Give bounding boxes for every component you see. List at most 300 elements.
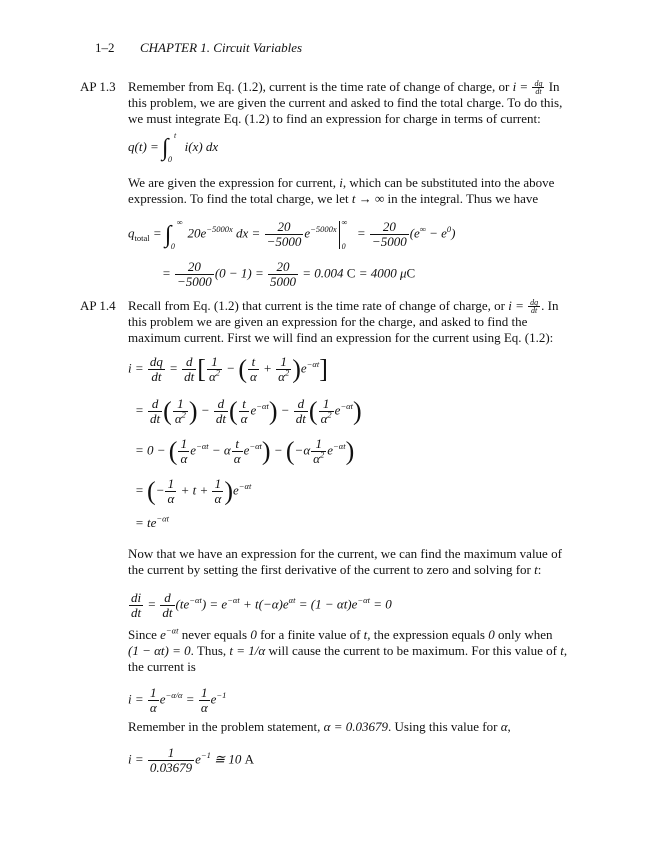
math-text: −5000 xyxy=(371,234,407,249)
fraction-numerator xyxy=(182,355,196,370)
math-text: −αt xyxy=(306,359,320,370)
math-text: 0 xyxy=(446,224,452,235)
math-text: (1 − αt) = 0 xyxy=(128,643,191,658)
math-text: α xyxy=(214,491,222,506)
math-text: − xyxy=(155,482,165,498)
ap13-paragraph-1 xyxy=(128,79,576,127)
fraction-numerator xyxy=(148,746,194,761)
fraction-denominator xyxy=(148,370,165,384)
ap13-equation-charge-integral xyxy=(128,131,219,164)
ap14-equation-max-current xyxy=(128,686,226,715)
math-text: i(x) dx xyxy=(184,138,219,154)
math-text: = 4000 μ xyxy=(355,265,407,281)
math-text: 1 xyxy=(214,476,222,491)
paragraph-text: will cause the current to be maximum. For this value of xyxy=(265,643,561,658)
math-text: 0 xyxy=(250,627,257,642)
fraction-denominator xyxy=(528,307,540,314)
fraction xyxy=(311,437,326,466)
paragraph-text: . Thus, xyxy=(190,643,230,658)
math-text: = te xyxy=(135,515,157,530)
math-text: di xyxy=(131,590,142,605)
fraction-denominator xyxy=(294,412,308,426)
math-text: ≅ 10 xyxy=(210,751,245,767)
math-text: 2 xyxy=(215,367,221,378)
ap14-equation-line-5 xyxy=(135,515,169,531)
fraction-numerator xyxy=(265,220,304,235)
big-delimiter: [ xyxy=(197,354,206,384)
superscript xyxy=(189,595,202,605)
fraction xyxy=(268,260,298,289)
fraction xyxy=(165,477,176,506)
superscript xyxy=(227,595,240,605)
paragraph-text: In this problem, we are given the current and asked to find the total charge. To do this, we must integrate Eq. (1.2) to find an expression for charge in terms of current: xyxy=(128,79,563,126)
math-text: 20e xyxy=(187,225,207,241)
fraction-denominator xyxy=(239,412,250,426)
fraction xyxy=(175,260,214,289)
fraction-denominator xyxy=(182,370,196,384)
fraction xyxy=(207,355,222,384)
superscript xyxy=(239,481,252,491)
math-text: dt xyxy=(162,605,173,620)
ap14-paragraph-3 xyxy=(128,627,576,675)
fraction-denominator xyxy=(207,367,222,384)
math-text: 1 xyxy=(280,354,287,369)
ap14-paragraph-2 xyxy=(128,546,576,578)
math-text: −5000 xyxy=(177,274,212,289)
fraction xyxy=(232,437,243,466)
problem-label-ap14: AP 1.4 xyxy=(80,298,116,313)
math-text: −αt xyxy=(256,401,269,412)
math-text: 1 xyxy=(322,396,330,411)
ap13-equation-result xyxy=(162,260,415,289)
superscript xyxy=(310,224,337,234)
fraction xyxy=(370,220,409,249)
math-text: + t + xyxy=(177,482,212,498)
problem-label-ap13: AP 1.3 xyxy=(80,79,116,94)
inline-math xyxy=(513,79,546,94)
math-text: = xyxy=(353,225,369,241)
math-text: −1 xyxy=(216,690,227,701)
math-text: 20 xyxy=(276,259,290,274)
superscript xyxy=(256,401,269,411)
fraction-numerator xyxy=(248,355,259,370)
fraction-numerator xyxy=(148,355,165,370)
evaluation-lower-limit: 0 xyxy=(341,241,346,251)
fraction-denominator xyxy=(370,235,409,249)
ap14-paragraph-4 xyxy=(128,719,576,735)
math-text: −α/α xyxy=(165,690,183,701)
ap14-equation-line-3 xyxy=(135,437,354,466)
math-text: − e xyxy=(425,225,447,241)
fraction xyxy=(248,355,259,384)
big-delimiter: ( xyxy=(308,396,318,426)
math-text: α xyxy=(278,369,285,384)
math-text: i = xyxy=(508,298,528,313)
math-text: dq xyxy=(530,298,539,307)
integral-sign: ∫ ∞ 0 xyxy=(164,217,183,251)
math-text: e xyxy=(159,691,166,707)
fraction-denominator xyxy=(148,761,194,775)
superscript xyxy=(320,450,324,460)
math-text: = (1 − αt)e xyxy=(295,596,358,612)
math-text: d xyxy=(151,396,159,411)
math-text: α xyxy=(500,719,508,734)
math-text: −αt xyxy=(249,441,262,452)
math-text: t xyxy=(534,562,538,577)
math-text: − xyxy=(270,442,286,458)
math-text: α xyxy=(174,411,182,426)
math-text: e xyxy=(190,442,197,458)
math-text: 0 xyxy=(488,627,495,642)
fraction xyxy=(528,299,540,314)
math-text: e xyxy=(304,225,311,241)
paragraph-text: Since xyxy=(128,627,161,642)
superscript xyxy=(340,401,353,411)
fraction xyxy=(214,397,228,426)
math-text: i = xyxy=(128,360,147,376)
superscript xyxy=(182,410,186,420)
fraction xyxy=(129,591,143,620)
math-text: dq xyxy=(149,354,163,369)
math-text: α xyxy=(233,451,241,466)
paragraph-text: : xyxy=(537,562,542,577)
big-delimiter: ) xyxy=(261,436,271,466)
math-text: −αt xyxy=(238,481,252,492)
superscript xyxy=(289,595,296,605)
math-text: + xyxy=(259,360,276,376)
math-text: α xyxy=(149,700,157,715)
math-text: = xyxy=(165,360,182,376)
fraction-numerator xyxy=(165,477,176,492)
math-text: − xyxy=(197,402,213,418)
paragraph-text: never equals xyxy=(178,627,251,642)
math-text: α xyxy=(180,451,188,466)
fraction-denominator xyxy=(232,452,243,466)
math-text: t → ∞ xyxy=(351,191,385,206)
math-text: −αt xyxy=(156,513,169,524)
math-text: dt xyxy=(184,369,195,384)
math-text: 0.03679 xyxy=(149,760,193,775)
fraction-numerator xyxy=(199,686,210,701)
math-text: dt xyxy=(295,411,306,426)
math-text: dt xyxy=(215,411,226,426)
inline-math xyxy=(508,298,541,313)
paragraph-text: only when xyxy=(494,627,553,642)
inline-math xyxy=(352,191,384,206)
fraction xyxy=(294,397,308,426)
integral-sign: ∫ t 0 xyxy=(162,131,177,164)
math-text: 1 xyxy=(150,685,157,700)
integral-upper-limit: t xyxy=(174,131,177,140)
math-text: −αt xyxy=(357,595,370,606)
fraction xyxy=(182,355,196,384)
math-text: t xyxy=(235,436,239,451)
subscript xyxy=(135,233,150,243)
math-text: = 0 − xyxy=(135,442,169,458)
fraction-numerator xyxy=(239,397,250,412)
math-text: e xyxy=(300,360,307,376)
paragraph-text: in the integral. Thus we have xyxy=(384,191,539,206)
fraction-denominator xyxy=(311,449,326,466)
math-roman-text: C xyxy=(406,265,416,281)
fraction-denominator xyxy=(178,452,189,466)
fraction-denominator xyxy=(175,275,214,289)
math-text: 1 xyxy=(315,436,322,451)
math-text: 1 xyxy=(167,476,175,491)
math-text: e xyxy=(243,442,250,458)
math-text: − α xyxy=(208,442,231,458)
fraction-numerator xyxy=(214,397,228,412)
math-text: = xyxy=(135,402,148,418)
math-text: d xyxy=(185,354,193,369)
fraction xyxy=(276,355,291,384)
fraction xyxy=(148,686,159,715)
paragraph-text: We are given the expression for current, xyxy=(128,175,340,190)
superscript xyxy=(327,410,331,420)
math-text: −αt xyxy=(333,441,346,452)
fraction xyxy=(199,686,210,715)
math-text: d xyxy=(297,396,305,411)
fraction-numerator xyxy=(268,260,298,275)
math-text: −1 xyxy=(200,750,211,761)
math-text: d xyxy=(217,396,225,411)
fraction-numerator xyxy=(178,437,189,452)
inline-math xyxy=(229,643,265,658)
math-text: q xyxy=(128,225,135,241)
superscript xyxy=(285,368,289,378)
math-text: 20 xyxy=(187,259,201,274)
math-text: e xyxy=(334,402,341,418)
math-text: e xyxy=(160,627,166,642)
big-delimiter: ) xyxy=(188,396,198,426)
math-text: e xyxy=(195,751,201,767)
math-text: i xyxy=(339,175,343,190)
math-text: ∞ xyxy=(419,224,426,235)
inline-math xyxy=(160,627,178,642)
math-text: 1 xyxy=(180,436,188,451)
math-text: e xyxy=(210,691,217,707)
big-delimiter: ( xyxy=(163,396,172,426)
math-text: dq xyxy=(534,79,543,88)
math-text: = xyxy=(149,225,165,241)
math-text: 2 xyxy=(181,409,186,420)
math-text: 20 xyxy=(382,219,396,234)
math-text: 2 xyxy=(284,367,290,378)
math-text: = 0 xyxy=(369,596,392,612)
inline-math xyxy=(128,643,191,658)
ap14-equation-derivative xyxy=(128,591,392,620)
fraction xyxy=(319,397,334,426)
big-delimiter: ( xyxy=(147,476,156,506)
math-text: 1 xyxy=(211,354,218,369)
math-text: dx = xyxy=(232,225,264,241)
fraction-denominator xyxy=(173,409,188,426)
paragraph-text: , which can be substituted into the above expression. To find the total charge, we let xyxy=(128,175,555,206)
fraction xyxy=(148,397,162,426)
paragraph-text: Remember from Eq. (1.2), current is the time rate of change of charge, or xyxy=(128,79,513,94)
superscript xyxy=(201,750,211,760)
integral-lower-limit: 0 xyxy=(168,155,173,164)
math-text: α xyxy=(313,451,320,466)
math-text: 1 xyxy=(177,396,184,411)
superscript xyxy=(249,441,262,451)
paragraph-text: , the expression equals xyxy=(367,627,489,642)
math-text: (te xyxy=(175,596,190,612)
math-text: dt xyxy=(535,87,542,96)
ap14-equation-line-4 xyxy=(135,477,251,506)
paragraph-text: Recall from Eq. (1.2) that current is the time rate of change of charge, or xyxy=(128,298,509,313)
paragraph-text: , xyxy=(507,719,511,734)
math-text: −αt xyxy=(227,595,240,606)
math-text: α xyxy=(240,411,248,426)
fraction xyxy=(239,397,250,426)
paragraph-text: Remember in the problem statement, xyxy=(128,719,324,734)
math-text: e xyxy=(327,442,334,458)
page-number: 1–2 xyxy=(95,40,115,55)
ap14-equation-line-1 xyxy=(128,355,328,384)
math-text: t xyxy=(242,396,246,411)
fraction-numerator xyxy=(212,477,223,492)
math-text: e xyxy=(232,482,239,498)
fraction-numerator xyxy=(148,686,159,701)
integral-upper-limit: ∞ xyxy=(176,217,183,227)
math-roman-text: total xyxy=(134,233,150,244)
ap13-paragraph-2 xyxy=(128,175,576,207)
fraction-denominator xyxy=(276,367,291,384)
math-text: α xyxy=(320,411,328,426)
math-text: −5000x xyxy=(310,224,337,235)
superscript xyxy=(216,690,226,700)
math-text: 2 xyxy=(319,449,325,460)
math-text: = 0.004 xyxy=(299,265,347,281)
superscript xyxy=(333,441,346,451)
ap13-equation-total-charge xyxy=(128,217,456,251)
fraction-numerator xyxy=(232,437,243,452)
fraction xyxy=(148,746,194,775)
fraction-denominator xyxy=(165,492,176,506)
math-text: 20 xyxy=(277,219,291,234)
evaluation-bar xyxy=(339,217,348,251)
evaluation-upper-limit: ∞ xyxy=(341,217,348,227)
fraction-numerator xyxy=(370,220,409,235)
superscript xyxy=(196,441,209,451)
fraction-denominator xyxy=(319,409,334,426)
big-delimiter: ( xyxy=(228,396,238,426)
math-text: e xyxy=(250,402,257,418)
math-text: 5000 xyxy=(270,274,297,289)
big-delimiter: ( xyxy=(238,354,247,384)
fraction-denominator xyxy=(212,492,223,506)
fraction-denominator xyxy=(129,606,143,620)
fraction xyxy=(265,220,304,249)
big-delimiter: ) xyxy=(345,436,355,466)
math-roman-text: A xyxy=(244,751,254,767)
fraction xyxy=(173,397,188,426)
big-delimiter: ) xyxy=(268,396,278,426)
math-text: (e xyxy=(409,225,420,241)
math-text: t xyxy=(560,643,564,658)
math-text: 1 xyxy=(167,745,175,760)
math-text: t = 1/α xyxy=(229,643,266,658)
paragraph-text: . In this problem we are given an expression for the charge, and asked to find the maximum current. First we will find an expression for the current using Eq. (1.2): xyxy=(128,298,559,345)
math-text: αt xyxy=(288,595,296,606)
math-text: −αt xyxy=(196,441,209,452)
superscript xyxy=(357,595,370,605)
superscript xyxy=(307,359,320,369)
math-text: α xyxy=(250,369,257,384)
math-text: dt xyxy=(131,605,142,620)
paragraph-text: . Using this value for xyxy=(388,719,501,734)
math-text: −α xyxy=(294,442,311,458)
fraction-numerator xyxy=(175,260,214,275)
math-text: dt xyxy=(150,411,161,426)
math-text: = xyxy=(162,265,175,281)
integral-lower-limit: 0 xyxy=(170,241,175,251)
fraction xyxy=(212,477,223,506)
fraction-denominator xyxy=(268,275,298,289)
math-text: dt xyxy=(530,306,538,315)
fraction-numerator xyxy=(129,591,143,606)
ap14-equation-line-2 xyxy=(135,397,362,426)
math-text: t xyxy=(251,354,256,369)
big-delimiter: ( xyxy=(285,436,295,466)
math-text: −αt xyxy=(165,625,179,636)
fraction-denominator xyxy=(214,412,228,426)
math-text: i = xyxy=(512,79,532,94)
math-text: α xyxy=(200,700,208,715)
superscript xyxy=(156,514,169,524)
fraction-denominator xyxy=(248,370,259,384)
math-text: = xyxy=(135,482,148,498)
fraction-numerator xyxy=(160,591,174,606)
ap14-equation-numeric-result xyxy=(128,746,254,775)
math-roman-text: C xyxy=(346,265,356,281)
paragraph-text: , the current is xyxy=(128,643,568,674)
big-delimiter: ) xyxy=(292,354,301,384)
fraction-numerator xyxy=(294,397,308,412)
math-text: −αt xyxy=(340,401,353,412)
fraction-numerator xyxy=(148,397,162,412)
math-text: α xyxy=(167,491,175,506)
fraction-denominator xyxy=(265,235,304,249)
superscript xyxy=(206,224,233,234)
math-text: d xyxy=(164,590,171,605)
math-text: t xyxy=(363,627,368,642)
math-text: α xyxy=(208,369,216,384)
math-text: (0 − 1) = xyxy=(214,265,268,281)
math-text: −5000x xyxy=(206,224,233,235)
fraction xyxy=(148,355,165,384)
fraction xyxy=(160,591,174,620)
inline-math xyxy=(501,719,508,734)
math-text: i = xyxy=(128,751,147,767)
superscript xyxy=(166,690,183,700)
math-text: ) xyxy=(451,225,456,241)
math-text: ) = e xyxy=(201,596,228,612)
fraction-denominator xyxy=(148,701,159,715)
big-delimiter: ) xyxy=(353,396,362,426)
big-delimiter: ] xyxy=(319,354,328,384)
chapter-title: CHAPTER 1. Circuit Variables xyxy=(140,40,303,55)
math-text: + t(−α)e xyxy=(239,596,289,612)
math-text: i = xyxy=(128,691,147,707)
superscript xyxy=(166,626,179,636)
math-text: = xyxy=(182,691,198,707)
ap14-paragraph-1 xyxy=(128,298,576,346)
big-delimiter: ( xyxy=(168,436,178,466)
fraction xyxy=(532,80,544,95)
math-text: α = 0.03679 xyxy=(323,719,389,734)
